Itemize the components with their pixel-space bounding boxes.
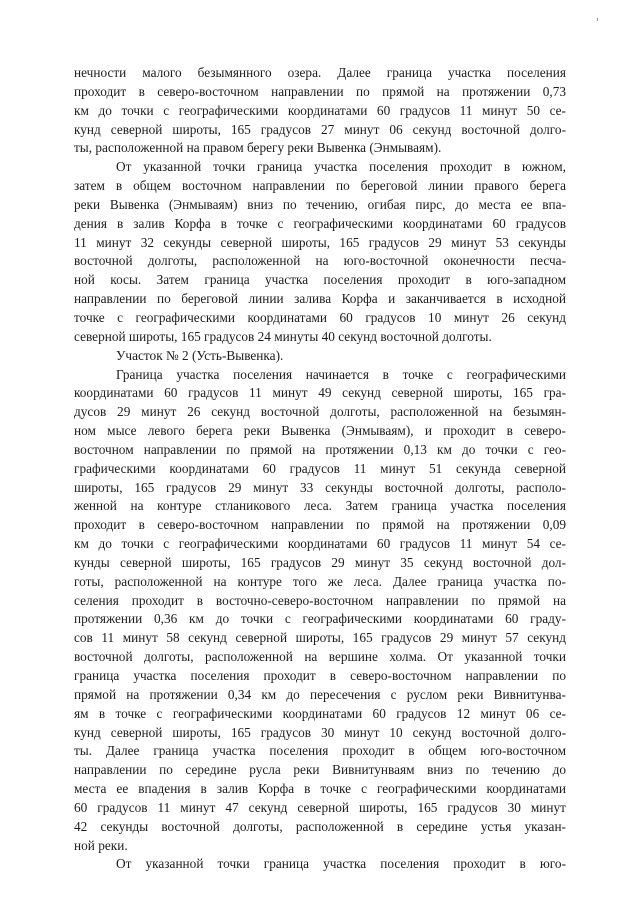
text-line: 60 градусов 11 минут 47 секунд северной широты, 165 градусов 30 минут <box>74 799 566 815</box>
text-line: ям в точке с географическими координатами 60 градусов 12 минут 06 се- <box>74 705 566 721</box>
text-line: широты, 165 градусов 29 минут 33 секунды восточной долготы, располо- <box>74 479 566 495</box>
text-line: координатами 60 градусов 11 минут 49 секунд северной широты, 165 гра- <box>74 385 566 401</box>
text-line: ты, расположенной на правом берегу реки Вывенка (Энмываям). <box>74 140 442 156</box>
text-line: нечности малого безымянного озера. Далее граница участка поселения <box>74 65 566 80</box>
text-line: графическими координатами 60 градусов 11 минут 51 секунда северной <box>74 460 566 476</box>
text-line: селения проходит в восточно-северо-восточном направлении по прямой на <box>74 592 566 608</box>
text-line: направлении по береговой линии залива Корфа и заканчивается в исходной <box>74 291 566 307</box>
text-line: ты. Далее граница участка поселения проходит в общем юго-восточном <box>74 743 566 759</box>
text-line: кунды северной широты, 165 градусов 29 минут 35 секунд восточной дол- <box>74 554 566 570</box>
text-line: точке с географическими координатами 60 градусов 10 минут 26 секунд <box>74 309 566 325</box>
text-line: затем в общем восточном направлении по береговой линии правого берега <box>74 178 566 194</box>
text-line: 11 минут 32 секунды северной широты, 165 градусов 29 минут 53 секунды <box>74 234 566 250</box>
text-line: женной на контуре стланикового леса. Затем граница участка поселения <box>74 498 566 514</box>
section-heading: Участок № 2 (Усть-Вывенка). <box>116 347 284 363</box>
text-line: реки Вывенка (Энмываям) вниз по течению, огибая пирс, до места ее впа- <box>74 196 566 212</box>
text-line: 42 секунды восточной долготы, расположенной в середине устья указан- <box>74 818 566 834</box>
text-line: восточной долготы, расположенной на вершине холма. От указанной точки <box>74 649 566 665</box>
paragraph-first-line: От указанной точки граница участка поселения проходит в юго- <box>116 856 566 872</box>
paragraph-first-line: От указанной точки граница участка поселения проходит в южном, <box>116 159 566 175</box>
scan-mark <box>597 18 598 21</box>
text-line: кунд северной широты, 165 градусов 27 минут 06 секунд восточной долго- <box>74 121 566 137</box>
text-line: готы, расположенной на контуре того же леса. Далее граница участка по- <box>74 573 566 589</box>
text-line: дусов 29 минут 26 секунд восточной долготы, расположенной на безымян- <box>74 404 566 420</box>
text-line: северной широты, 165 градусов 24 минуты 40 секунд восточной долготы. <box>74 328 492 344</box>
text-line: граница участка поселения проходит в северо-восточном направлении по <box>74 668 566 683</box>
text-line: ном мысе левого берега реки Вывенка (Энмываям), и проходит в северо- <box>74 423 566 439</box>
paragraph-first-line: Граница участка поселения начинается в точке с географическими <box>116 366 566 382</box>
text-line: протяжении 0,36 км до точки с географическими координатами 60 граду- <box>74 611 566 627</box>
text-line: ной косы. Затем граница участка поселения проходит в юго-западном <box>74 272 566 288</box>
text-line: восточной долготы, расположенной на юго-восточной оконечности песча- <box>74 253 566 269</box>
text-line: ной реки. <box>74 837 128 853</box>
text-line: км до точки с географическими координатами 60 градусов 11 минут 50 се- <box>74 102 566 118</box>
text-line: места ее впадения в залив Корфа в точке с географическими координатами <box>74 781 566 797</box>
text-line: проходит в северо-восточном направлении по прямой на протяжении 0,73 <box>74 83 566 99</box>
text-line: прямой на протяжении 0,34 км до пересечения с руслом реки Вивнитунва- <box>74 686 566 702</box>
text-line: восточном направлении по прямой на протяжении 0,13 км до точки с гео- <box>74 441 566 457</box>
text-line: км до точки с географическими координатами 60 градусов 11 минут 54 се- <box>74 536 566 552</box>
text-line: кунд северной широты, 165 градусов 30 минут 10 секунд восточной долго- <box>74 724 566 740</box>
text-line: направлении по середине русла реки Вивнитунваям вниз по течению до <box>74 762 566 778</box>
text-line: сов 11 минут 58 секунд северной широты, 165 градусов 29 минут 57 секунд <box>74 630 566 646</box>
text-line: проходит в северо-восточном направлении по прямой на протяжении 0,09 <box>74 517 566 533</box>
document-page <box>74 64 566 874</box>
text-line: дения в залив Корфа в точке с географическими координатами 60 градусов <box>74 215 566 231</box>
